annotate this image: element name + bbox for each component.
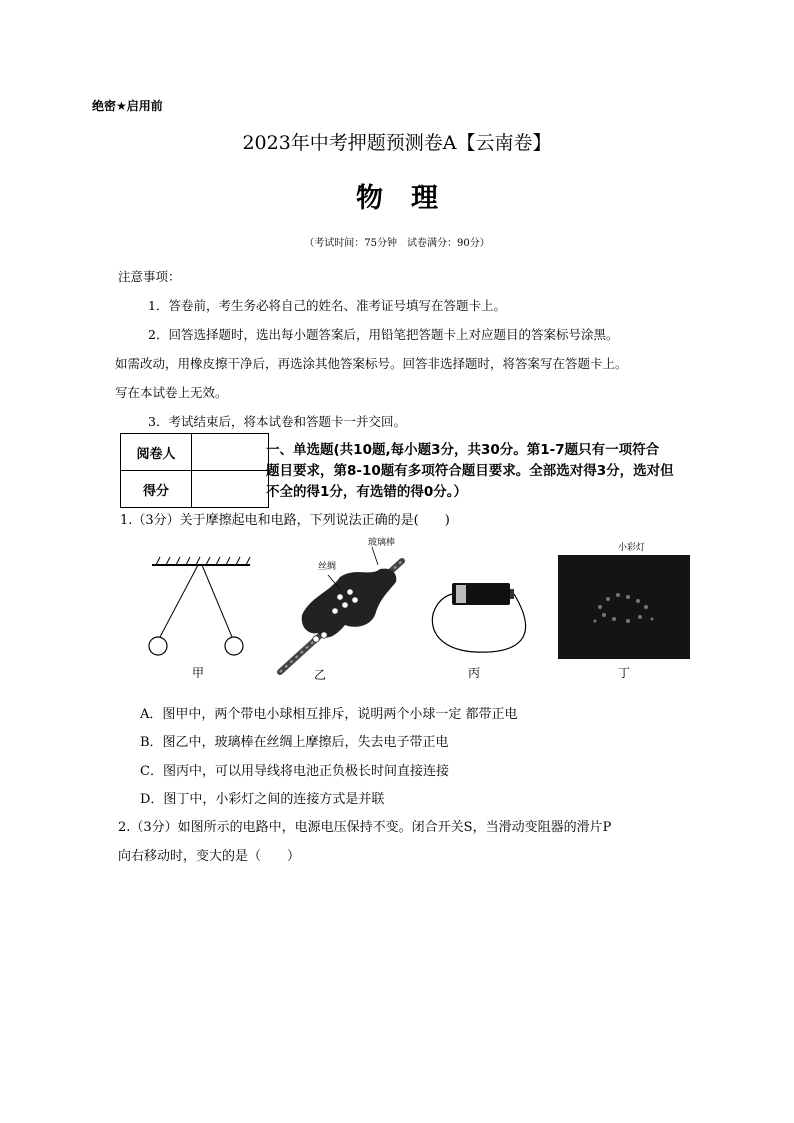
figure-jia [149, 557, 250, 655]
option-d[interactable]: D．图丁中，小彩灯之间的连接方式是并联 [140, 792, 385, 807]
subject-title: 物理 [356, 183, 466, 214]
section-line: 题目要求，第8-10题有多项符合题目要求。全部选对得3分，选对但 [266, 463, 674, 479]
fig-label-lights: 小彩灯 [618, 543, 646, 553]
figure-yi [280, 547, 402, 672]
question-2-stem-line1: 2.（3分）如图所示的电路中，电源电压保持不变。闭合开关S，当滑动变阻器的滑片P [118, 820, 612, 835]
score-cell[interactable] [192, 471, 269, 508]
score-label: 得分 [121, 471, 192, 508]
figure-svg [140, 537, 700, 692]
exam-time-info: （考试时间：75分钟 试卷满分：90分） [304, 238, 490, 249]
section-line: 不全的得1分，有选错的得0分。） [266, 484, 468, 500]
section-heading [266, 440, 756, 503]
option-a[interactable]: A．图甲中，两个带电小球相互排斥，说明两个小球一定 都带正电 [140, 707, 518, 722]
note-item: 写在本试卷上无效。 [115, 385, 228, 400]
fig-label-jia: 甲 [192, 666, 205, 680]
question-1-stem: 1.（3分）关于摩擦起电和电路，下列说法正确的是( ) [120, 513, 450, 528]
note-item: 2．回答选择题时，选出每小题答案后，用铅笔把答题卡上对应题目的答案标号涂黑。 [148, 327, 619, 342]
notes [115, 262, 698, 436]
option-b[interactable]: B．图乙中，玻璃棒在丝绸上摩擦后，失去电子带正电 [140, 735, 449, 750]
fig-label-glass-rod: 玻璃棒 [368, 538, 396, 548]
fig-label-yi: 乙 [314, 668, 327, 682]
note-item: 1．答卷前，考生务必将自己的姓名、准考证号填写在答题卡上。 [148, 298, 506, 313]
section-line: 一、单选题(共10题,每小题3分，共30分。第1-7题只有一项符合 [266, 442, 660, 458]
confidential-label: 绝密★启用前 [92, 99, 163, 113]
note-item: 3．考试结束后，将本试卷和答题卡一并交回。 [148, 414, 406, 429]
grader-cell[interactable] [192, 434, 269, 471]
figure-bing [432, 583, 525, 652]
fig-label-silk: 丝绸 [318, 562, 337, 572]
notes-heading: 注意事项： [118, 269, 181, 284]
question-1-figures [140, 537, 700, 692]
fig-label-bing: 丙 [468, 666, 481, 680]
note-item: 如需改动，用橡皮擦干净后，再选涂其他答案标号。回答非选择题时，将答案写在答题卡上。 [115, 356, 628, 371]
score-table [120, 433, 269, 508]
grader-label: 阅卷人 [121, 434, 192, 471]
fig-label-ding: 丁 [618, 666, 631, 680]
option-c[interactable]: C．图丙中，可以用导线将电池正负极长时间直接连接 [140, 764, 449, 779]
question-2-stem-line2: 向右移动时，变大的是（ ） [118, 849, 301, 864]
exam-title: 2023年中考押题预测卷A【云南卷】 [242, 132, 552, 154]
figure-ding [558, 555, 690, 659]
